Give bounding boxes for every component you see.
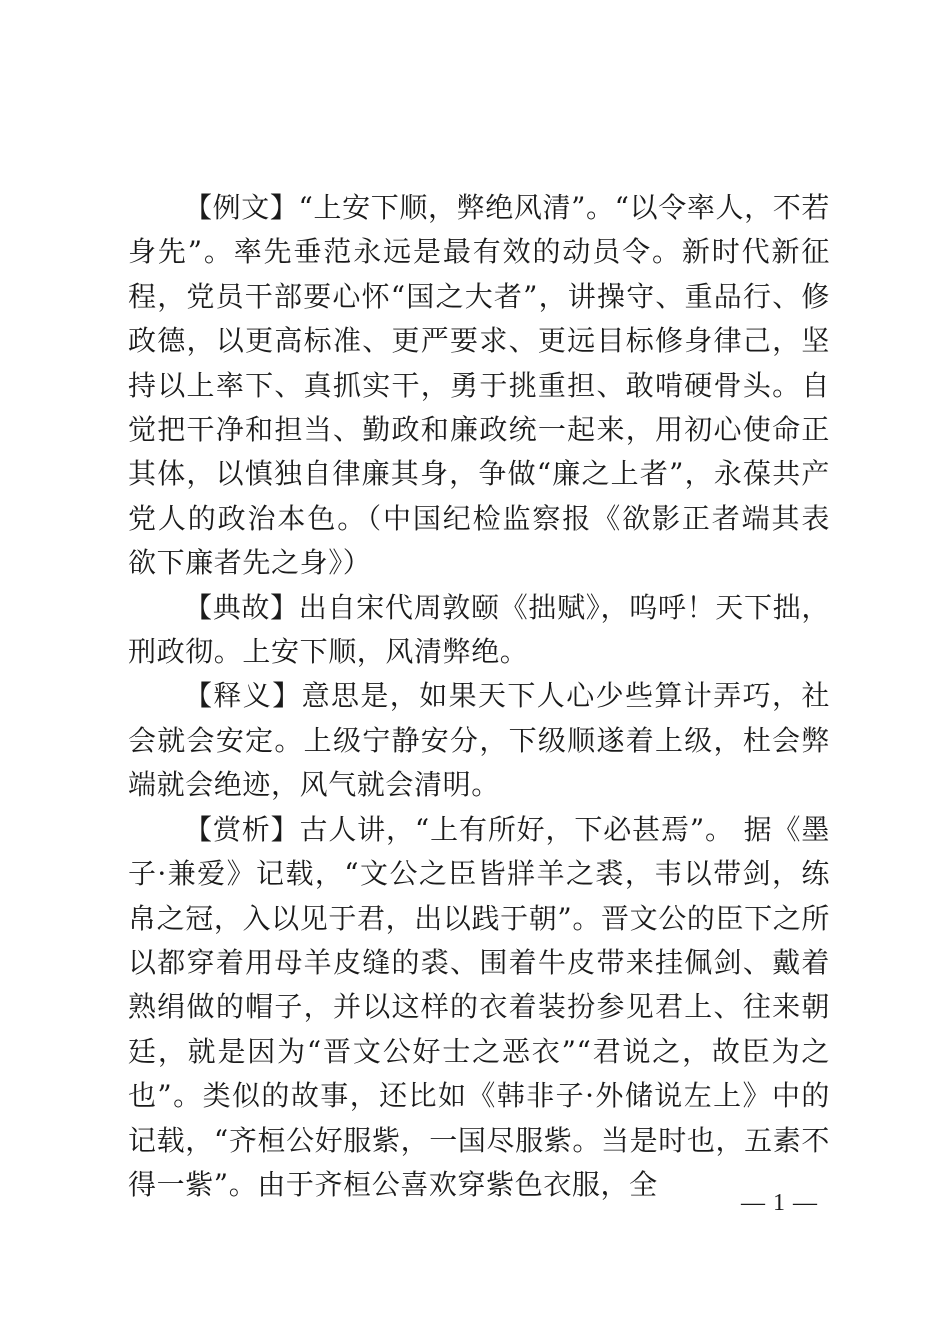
document-body (128, 186, 859, 1207)
paragraph-meaning: 【释义】意思是，如果天下人心少些算计弄巧，社会就会安定。上级宁静安分，下级顺遂着上级，杜会弊端就会绝迹，风气就会清明。 (128, 679, 830, 802)
paragraph-example: 【例文】“上安下顺，弊绝风清”。“以令率人，不若身先”。率先垂范永远是最有效的动员令。新时代新征程，党员干部要心怀“国之大者”，讲操守、重品行、修政德，以更高标准、更严要求、更远目标修身律己，坚持以上率下、真抓实干，勇于挑重担、敢啃硬骨头。自觉把干净和担当、勤政和廉政统一起来，用初心使命正其体，以慎独自律廉其身，争做“廉之上者”，永葆共产党人的政治本色。（中国纪检监察报《欲影正者端其表 欲下廉者先之身》） (128, 191, 859, 580)
paragraph-appreciation: 【赏析】古人讲，“上有所好，下必甚焉”。 据《墨子·兼爱》记载，“文公之臣皆牂羊之裘，韦以带剑，练帛之冠，入以见于君，出以践于朝”。晋文公的臣下之所以都穿着用母羊皮缝的裘、围着牛皮带来挂佩剑、戴着熟绢做的帽子，并以这样的衣着装扮参见君上、往来朝廷，就是因为“晋文公好士之恶衣”“君说之，故臣为之也”。类似的故事，还比如《韩非子·外储说左上》中的记载，“齐桓公好服紫，一国尽服紫。当是时也，五素不得一紫”。由于齐桓公喜欢穿紫色衣服，全 (128, 812, 830, 1201)
page-number: — 1 — (741, 1190, 818, 1216)
paragraph-allusion: 【典故】出自宋代周敦颐《拙赋》，呜呼！天下拙，刑政彻。上安下顺，风清弊绝。 (128, 590, 830, 669)
